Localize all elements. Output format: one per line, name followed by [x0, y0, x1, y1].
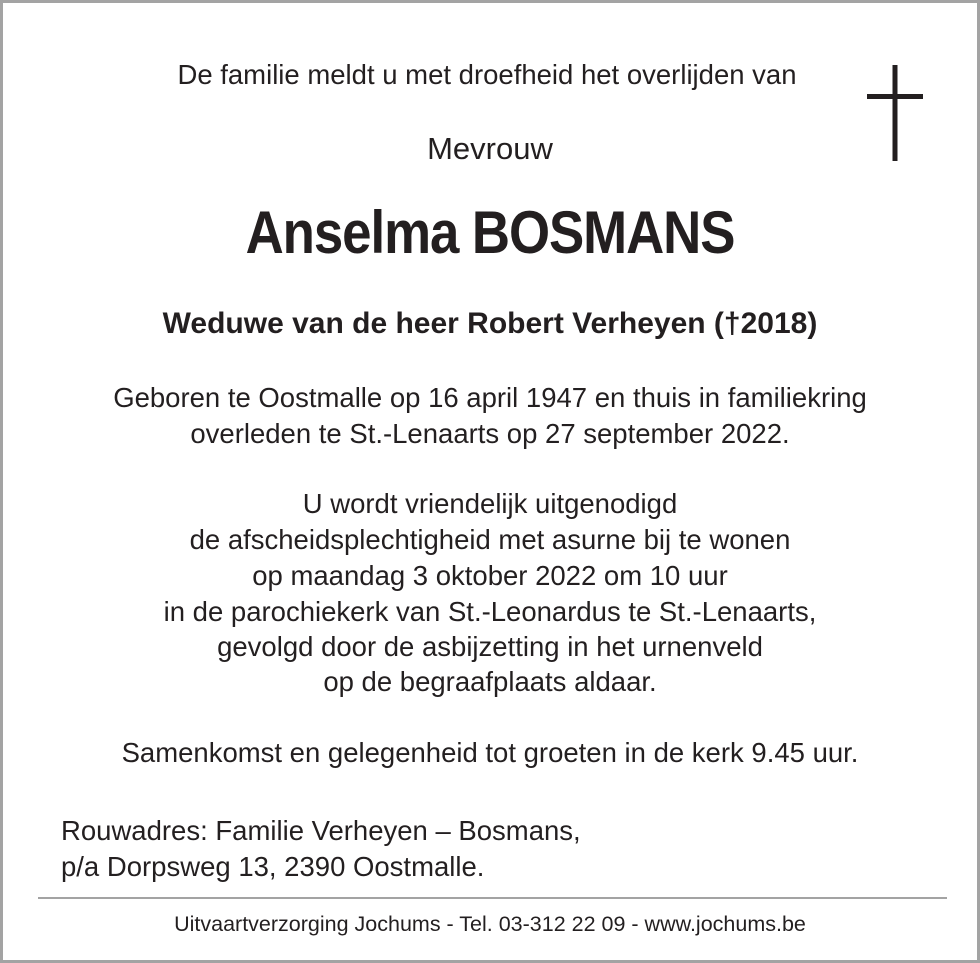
birth-death-line: overleden te St.-Lenaarts op 27 september 2022.	[190, 418, 790, 449]
footer-divider	[38, 897, 947, 899]
funeral-home-footer: Uitvaartverzorging Jochums - Tel. 03-312 22 09 - www.jochums.be	[174, 912, 806, 936]
invitation-line: op maandag 3 oktober 2022 om 10 uur	[252, 560, 728, 591]
invitation-line: gevolgd door de asbijzetting in het urnenveld	[217, 631, 763, 662]
intro-text: De familie meldt u met droefheid het overlijden van	[177, 59, 797, 90]
invitation-line: de afscheidsplechtigheid met asurne bij te wonen	[189, 524, 791, 555]
mourning-address-line: p/a Dorpsweg 13, 2390 Oostmalle.	[61, 851, 485, 882]
invitation-line: op de begraafplaats aldaar.	[323, 666, 657, 697]
invitation-line: in de parochiekerk van St.-Leonardus te St.-Lenaarts,	[163, 596, 817, 627]
birth-death-line: Geboren te Oostmalle op 16 april 1947 en thuis in familiekring	[113, 382, 867, 413]
deceased-name: Anselma BOSMANS	[245, 199, 735, 266]
mourning-address-line: Rouwadres: Familie Verheyen – Bosmans,	[61, 815, 581, 846]
widow-subtitle: Weduwe van de heer Robert Verheyen (†2018)	[162, 307, 818, 340]
invitation-line: U wordt vriendelijk uitgenodigd	[302, 488, 678, 519]
title-word: Mevrouw	[427, 131, 553, 166]
gathering-text: Samenkomst en gelegenheid tot groeten in de kerk 9.45 uur.	[121, 737, 859, 768]
